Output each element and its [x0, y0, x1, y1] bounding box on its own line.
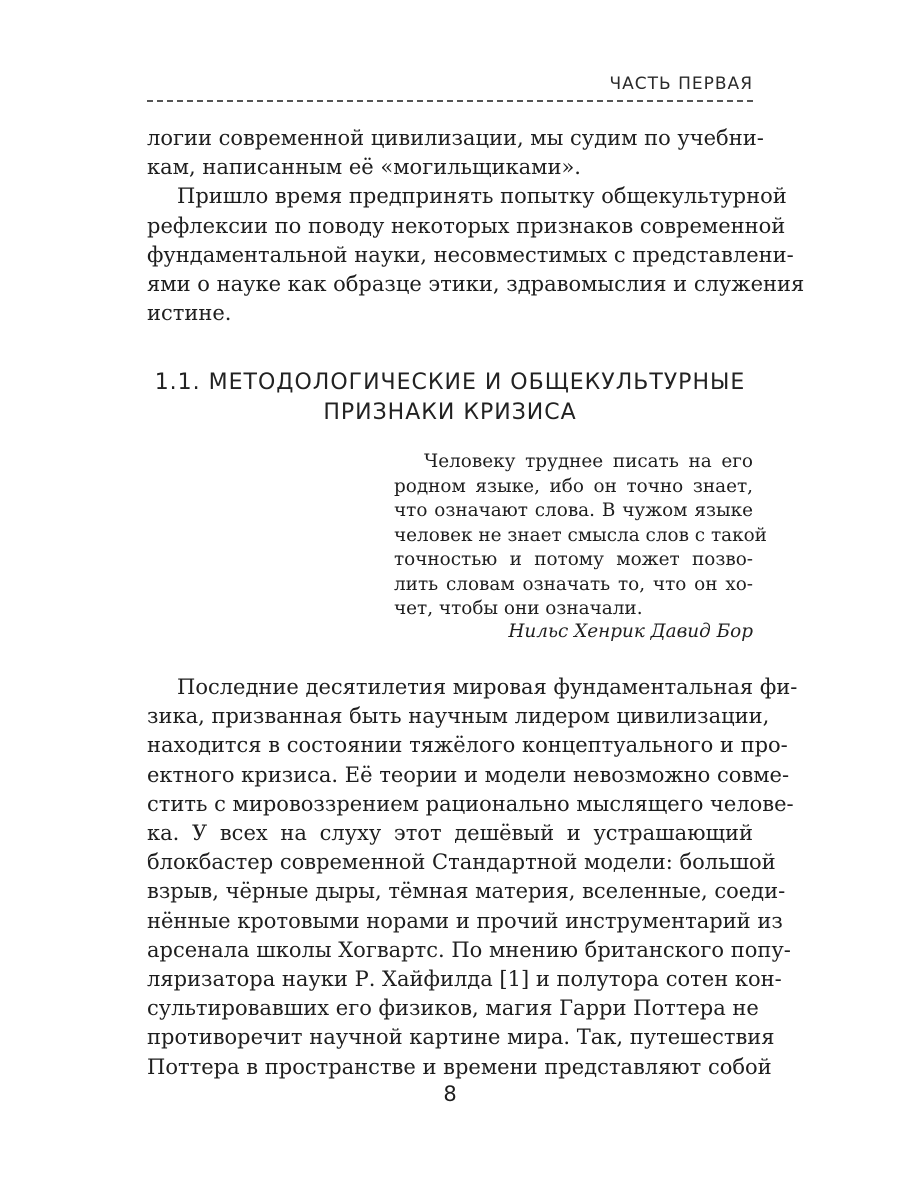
epigraph: [394, 450, 767, 622]
epigraph-line: Человеку труднее писать на его: [424, 451, 753, 472]
running-head: [147, 74, 753, 102]
epigraph-line: что означают слова. В чужом языке: [394, 500, 753, 521]
running-head-title: ЧАСТЬ ПЕРВАЯ: [609, 74, 753, 94]
text-line: блокбастер современной Стандартной модели: большой: [147, 850, 776, 875]
text-line: нённые кротовыми норами и прочий инструментарий из: [147, 908, 783, 933]
section-heading: [147, 368, 753, 428]
text-line: ка. У всех на слуху этот дешёвый и устрашающий: [147, 821, 753, 846]
section-heading-line: 1.1. МЕТОДОЛОГИЧЕСКИЕ И ОБЩЕКУЛЬТУРНЫЕ: [154, 370, 746, 395]
text-line: кам, написанным её «могильщиками».: [147, 155, 581, 180]
text-line: стить с мировоззрением рационально мыслящего челове-: [147, 791, 794, 816]
text-line: истине.: [147, 301, 232, 326]
text-line: ляризатора науки Р. Хайфилда [1] и полутора сотен кон-: [147, 967, 782, 992]
epigraph-line: точностью и потому может позво-: [394, 549, 753, 570]
intro-text: [147, 124, 805, 328]
epigraph-line: человек не знает смысла слов с такой: [394, 524, 767, 546]
text-line: логии современной цивилизации, мы судим по учебни-: [147, 126, 764, 150]
main-paragraph: [147, 673, 798, 1082]
epigraph-author: Нильс Хенрик Давид Бор: [508, 621, 753, 642]
section-heading-line: ПРИЗНАКИ КРИЗИСА: [323, 400, 577, 425]
text-line: находится в состоянии тяжёлого концептуального и про-: [147, 733, 788, 758]
epigraph-line: чет, чтобы они означали.: [394, 598, 643, 619]
text-line: рефлексии по поводу некоторых признаков современной: [147, 213, 786, 238]
text-line: зика, призванная быть научным лидером цивилизации,: [147, 704, 770, 729]
epigraph-line: лить словам означать то, что он хо-: [394, 573, 753, 595]
text-line: Последние десятилетия мировая фундаментальная фи-: [177, 675, 798, 699]
epigraph-line: родном языке, ибо он точно знает,: [394, 475, 753, 497]
text-line: сультировавших его физиков, магия Гарри Поттера не: [147, 996, 759, 1021]
text-line: ями о науке как образце этики, здравомыслия и служения: [147, 272, 805, 297]
text-line: противоречит научной картине мира. Так, путешествия: [147, 1025, 775, 1050]
text-line: фундаментальной науки, несовместимых с представлени-: [147, 242, 794, 267]
text-line: Поттера в пространстве и времени представляют собой: [147, 1054, 772, 1079]
text-line: ектного кризиса. Её теории и модели невозможно совме-: [147, 762, 790, 787]
text-line: взрыв, чёрные дыры, тёмная материя, вселенные, соеди-: [147, 879, 786, 904]
page-number: 8: [443, 1082, 457, 1106]
running-head-rule: [147, 100, 753, 102]
text-line: арсенала школы Хогвартс. По мнению британского попу-: [147, 937, 791, 962]
text-line: Пришло время предпринять попытку общекультурной: [177, 184, 787, 209]
